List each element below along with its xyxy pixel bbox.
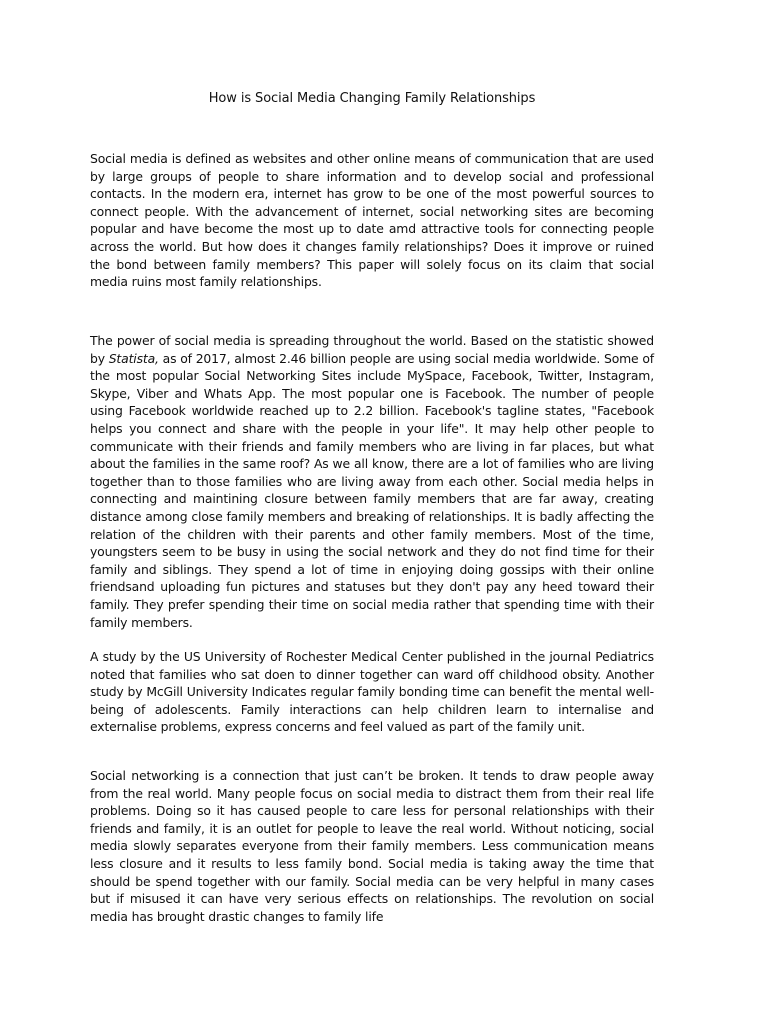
document-title: How is Social Media Changing Family Relationships (208, 91, 536, 106)
paragraph-statistics (90, 332, 654, 631)
source-statista: Statista, (108, 350, 159, 366)
paragraph-statistics-text-before: The power of social media is spreading throughout the world. Based on the statistic showed by (90, 333, 654, 366)
paragraph-studies: A study by the US University of Rochester Medical Center published in the journal Pediatrics noted that families who sat doen to dinner together can ward off childhood obsity. Another study by McGill University Indicates regular family bonding time can benefit the mental well-being of adolescents. Family interactions can help children learn to internalise and externalise problems, express concerns and feel valued as part of the family unit. (90, 649, 654, 735)
paragraph-statistics-text-after: as of 2017, almost 2.46 billion people are using social media worldwide. Some of the most popular Social Networking Sites include MySpace, Facebook, Twitter, Instagram, Skype, Viber and Whats App. The most popular one is Facebook. The number of people using Facebook worldwide reached up to 2.2 billion. Facebook's tagline states, "Facebook helps you connect and share with the people in your life". It may help other people to communicate with their friends and family members who are living in far places, but what about the families in the same roof? As we all know, there are a lot of families who are living together than to those families who are living away from each other. Social media helps in connecting and maintining closure between family members that are far away, creating distance among close family members and breaking of relationships. It is badly affecting the relation of the children with their parents and other family members. Most of the time, youngsters seem to be busy in using the social network and they do not find time for their family and siblings. They spend a lot of time in enjoying doing gossips with their online friendsand uploading fun pictures and statuses but they don't pay any heed toward their family. They prefer spending their time on social media rather that spending time with their family members. (90, 350, 654, 630)
paragraph-definition: Social media is defined as websites and other online means of communication that are used by large groups of people to share information and to develop social and professional contacts. In the modern era, internet has grow to be one of the most powerful sources to connect people. With the advancement of internet, social networking sites are becoming popular and have become the most up to date amd attractive tools for connecting people across the world. But how does it changes family relationships? Does it improve or ruined the bond between family members? This paper will solely focus on its claim that social media ruins most family relationships. (90, 151, 654, 290)
paragraph-conclusion: Social networking is a connection that just can’t be broken. It tends to draw people away from the real world. Many people focus on social media to distract them from their real life problems. Doing so it has caused people to care less for personal relationships with their friends and family, it is an outlet for people to leave the real world. Without noticing, social media slowly separates everyone from their family members. Less communication means less closure and it results to less family bond. Social media is taking away the time that should be spend together with our family. Social media can be very helpful in many cases but if misused it can have very serious effects on relationships. The revolution on social media has brought drastic changes to family life (90, 768, 654, 924)
